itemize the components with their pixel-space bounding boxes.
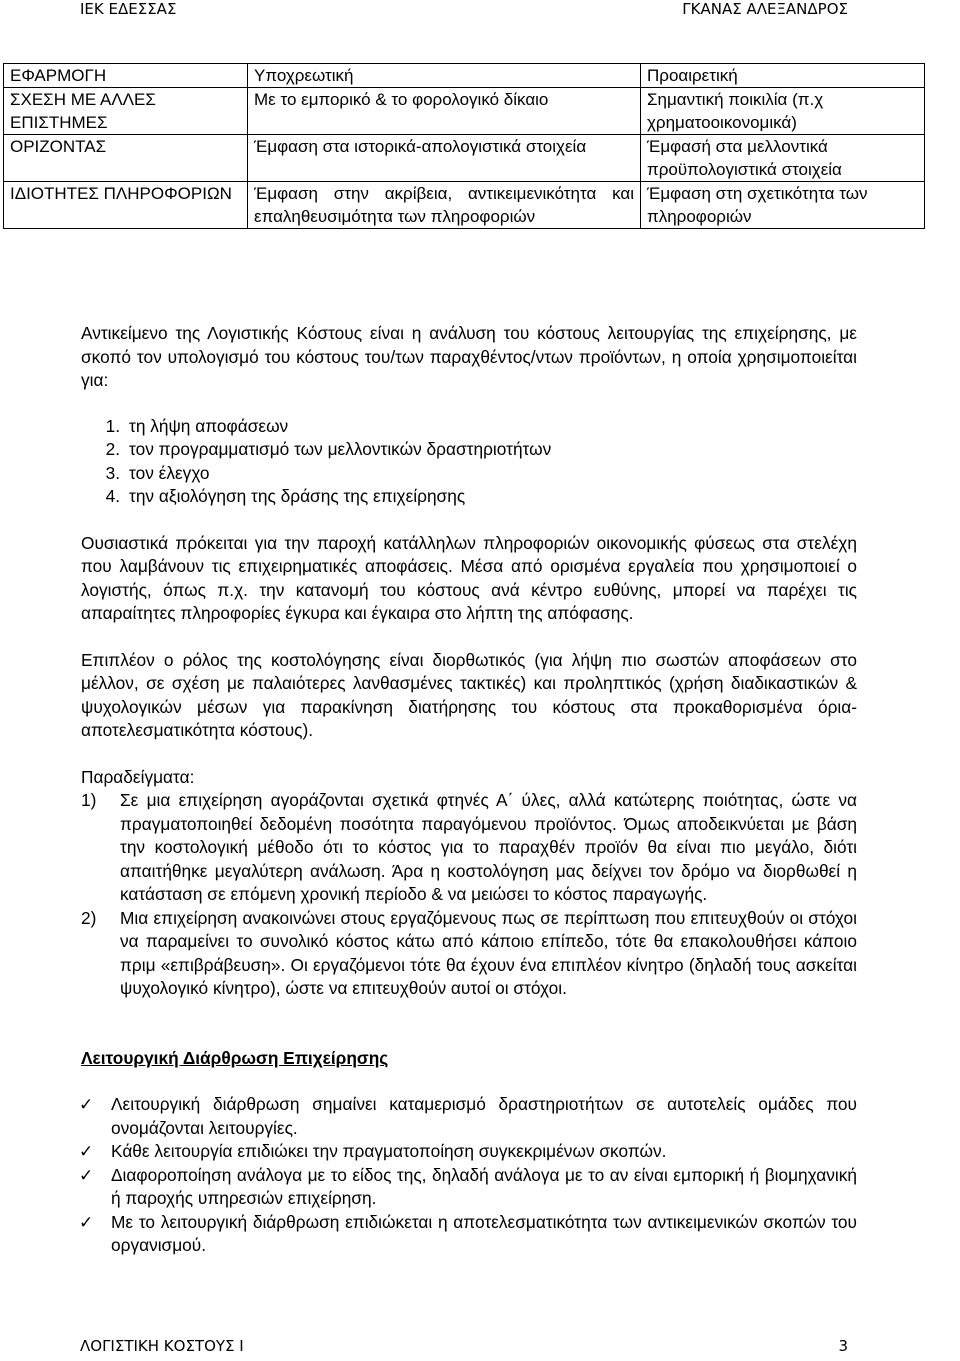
table-cell: Με το εμπορικό & το φορολογικό δίκαιο [248, 88, 641, 135]
list-text: τη λήψη αποφάσεων [129, 415, 289, 436]
uses-list [81, 415, 857, 509]
comparison-table [3, 63, 925, 229]
list-number: 2) [81, 907, 97, 928]
main-content [81, 322, 857, 1258]
list-item [81, 462, 857, 486]
list-text: την αξιολόγηση της δράσης της επιχείρησης [129, 486, 466, 506]
table-row [4, 135, 925, 182]
checks-list [81, 1093, 857, 1258]
list-item [81, 485, 857, 509]
table-cell: Έμφαση στα ιστορικά-απολογιστικά στοιχεία [248, 135, 641, 182]
section-title: Λειτουργική Διάρθρωση Επιχείρησης [81, 1047, 389, 1068]
table-cell: ΙΔΙΟΤΗΤΕΣ ΠΛΗΡΟΦΟΡΙΩΝ [4, 182, 248, 229]
table-row [4, 64, 925, 88]
checkmark-icon: ✓ [79, 1142, 94, 1161]
list-number: 2. [105, 439, 120, 459]
list-item [81, 415, 857, 439]
header-school: ΙΕΚ ΕΔΕΣΣΑΣ [80, 0, 177, 18]
list-number: 1. [105, 415, 120, 436]
list-item [81, 1164, 857, 1211]
checkmark-icon: ✓ [79, 1095, 94, 1114]
list-text: Διαφοροποίηση ανάλογα με το είδος της, δηλαδή ανάλογα με το αν είναι εμπορική ή βιομηχανική ή παροχής υπηρεσιών επιχείρηση. [111, 1164, 857, 1208]
list-item [81, 789, 857, 907]
list-text: Σε μια επιχείρηση αγοράζονται σχετικά φτηνές Α΄ ύλες, αλλά κατώτερης ποιότητας, ώστε να πραγματοποιηθεί δεδομένη ποσότητα παραγόμενου προϊόντος. Όμως αποδεικνύεται με βάση την κοστολογική μέθοδο ότι το κόστος για το παραχθέν προϊόν θα είναι πιο μεγάλο, διότι απαιτήθηκε μεγαλύτερη ανάλωση. Άρα η κοστολόγηση μας δείχνει τον δρόμο να διορθωθεί η κατάσταση σε επόμενη χρονική περίοδο & να μειώσει το κόστος παραγωγής. [120, 790, 857, 904]
table-cell: Υποχρεωτική [248, 64, 641, 88]
table-cell: Έμφασή στα μελλοντικά προϋπολογιστικά στοιχεία [641, 135, 925, 182]
intro-paragraph: Αντικείμενο της Λογιστικής Κόστους είναι η ανάλυση του κόστους λειτουργίας της επιχείρησης, με σκοπό τον υπολογισμό του κόστους του/των παραχθέντος/ντων προϊόντων, η οποία χρησιμοποιείται για: [81, 323, 857, 390]
list-text: Με το λειτουργική διάρθρωση επιδιώκεται η αποτελεσματικότητα των αντικειμενικών σκοπών του οργανισμού. [111, 1211, 857, 1255]
checkmark-icon: ✓ [79, 1212, 94, 1232]
table-cell: ΣΧΕΣΗ ΜΕ ΑΛΛΕΣ ΕΠΙΣΤΗΜΕΣ [4, 88, 248, 135]
page-footer [80, 1337, 848, 1355]
table-cell: Σημαντική ποικιλία (π.χ χρηματοοικονομικά) [641, 88, 925, 135]
table-cell: Έμφαση στη σχετικότητα των πληροφοριών [641, 182, 925, 229]
page-header [0, 0, 960, 28]
list-item [81, 907, 857, 1001]
footer-course: ΛΟΓΙΣΤΙΚΗ ΚΟΣΤΟΥΣ Ι [80, 1337, 244, 1355]
list-number: 1) [81, 790, 97, 810]
table-cell: Προαιρετική [641, 64, 925, 88]
paragraph-info: Ουσιαστικά πρόκειται για την παροχή κατάλληλων πληροφοριών οικονομικής φύσεως στα στελέχη που λαμβάνουν τις επιχειρηματικές αποφάσεις. Μέσα από ορισμένα εργαλεία που χρησιμοποιεί ο λογιστής, όπως π.χ. την κατανομή του κόστους ανά κέντρο ευθύνης, μπορεί να παρέχει τις απαραίτητες πληροφορίες έγκυρα και έγκαιρα στο λήπτη της απόφασης. [81, 532, 857, 623]
list-text: τον έλεγχο [129, 462, 210, 483]
list-item [81, 1093, 857, 1140]
checkmark-icon: ✓ [79, 1165, 94, 1185]
header-author: ΓΚΑΝΑΣ ΑΛΕΞΑΝΔΡΟΣ [682, 0, 848, 18]
list-item [81, 1211, 857, 1258]
list-text: Κάθε λειτουργία επιδιώκει την πραγματοποίηση συγκεκριμένων σκοπών. [111, 1141, 667, 1161]
table-cell: ΕΦΑΡΜΟΓΗ [4, 64, 248, 88]
list-text: τον προγραμματισμό των μελλοντικών δραστηριοτήτων [129, 439, 552, 459]
examples-list [81, 789, 857, 1001]
list-text: Λειτουργική διάρθρωση σημαίνει καταμερισμό δραστηριοτήτων σε αυτοτελείς ομάδες που ονομάζονται λειτουργίες. [111, 1094, 857, 1138]
page-number: 3 [838, 1337, 848, 1355]
list-item [81, 438, 857, 462]
list-text: Μια επιχείρηση ανακοινώνει στους εργαζόμενους πως σε περίπτωση που επιτευχθούν οι στόχοι να παραμείνει το συνολικό κόστος κάτω από κάποιο επίπεδο, τότε θα επακολουθήσει κάποιο πριμ «επιβράβευση». Οι εργαζόμενοι τότε θα έχουν ένα επιπλέον κίνητρο (δηλαδή τους ασκείται ψυχολογικό κίνητρο), ώστε να επιτευχθούν αυτοί οι στόχοι. [120, 907, 857, 998]
paragraph-role: Επιπλέον ο ρόλος της κοστολόγησης είναι διορθωτικός (για λήψη πιο σωστών αποφάσεων στο μέλλον, σε σχέση με παλαιότερες λανθασμένες τακτικές) και προληπτικός (χρήση διαδικαστικών & ψυχολογικών μέσων για παρακίνηση διατήρησης του κόστους στα προκαθορισμένα όρια- αποτελεσματικότητα κόστους). [81, 649, 857, 740]
list-number: 4. [105, 486, 120, 506]
table-row [4, 88, 925, 135]
table-row [4, 182, 925, 229]
table-cell: Έμφαση στην ακρίβεια, αντικειμενικότητα και επαληθευσιμότητα των πληροφοριών [248, 182, 641, 229]
examples-title: Παραδείγματα: [81, 766, 195, 787]
list-number: 3. [105, 462, 120, 483]
table-cell: ΟΡΙΖΟΝΤΑΣ [4, 135, 248, 182]
list-item [81, 1140, 857, 1164]
